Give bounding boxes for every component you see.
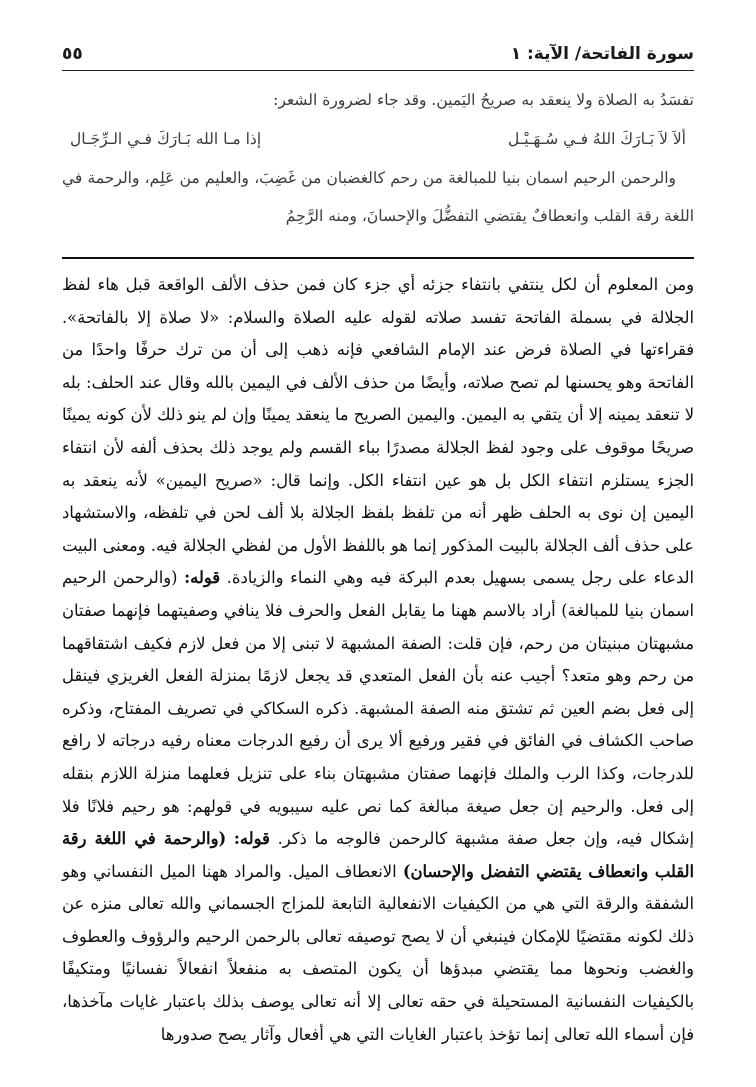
page <box>62 40 694 1051</box>
main-text <box>62 81 694 235</box>
commentary <box>62 269 694 1051</box>
page-number: ٥٥ <box>62 44 83 64</box>
main-text-paragraph: والرحمن الرحيم اسمان بنيا للمبالغة من رحم كالغضبان من غَضِبَ، والعليم من عَلِم، والرحمة في اللغة رقة القلب وانعطافٌ يقتضي التفضُّلَ والإحسانَ، ومنه الرَّحِمُ <box>62 169 694 225</box>
commentary-text: ومن المعلوم أن لكل ينتفي بانتفاء جزئه أي جزء كان فمن حذف الألف الواقعة قبل هاء لفظ الجلالة في بسملة الفاتحة تفسد صلاته لقوله عليه الصلاة والسلام: «لا صلاة إلا بالفاتحة». فقراءتها في الصلاة فرض عند الإمام الشافعي فإنه ذهب إلى أن من ترك حرفًا واحدًا من الفاتحة وهو يحسنها لم تصح صلاته، وأيضًا من حذف الألف في اليمين بالله وقال عند الحلف: بله لا تنعقد يمينه إلا أن يتقي به اليمين. واليمين الصريح ما ينعقد يمينًا وإن لم ينو ذلك لأن كونه يمينًا صريحًا موقوف على وجود لفظ الجلالة مصدرًا بباء القسم ولم يوجد ذلك بحذف ألفه لأن انتفاء الجزء يستلزم انتفاء الكل بل هو عين انتفاء الكل. وإنما قال: «صريح اليمين» لأنه ينعقد به اليمين إن نوى به الحلف ظهر أنه من تلفظ بلفظ الجلالة بلا ألف لحن في تلفظه، والاستشهاد على حذف ألف الجلالة بالبيت المذكور إنما هو باللفظ الأول من لفظي الجلالة فيه. ومعنى البيت الدعاء على رجل يسمى بسهيل بعدم البركة فيه وهي النماء والزيادة. <box>62 275 694 588</box>
commentary-text: الانعطاف الميل. والمراد ههنا الميل النفساني وهو الشفقة والرقة التي هي من الكيفيات الانفعالية التابعة للمزاج الجسماني والله تعالى منزه عن ذلك لكونه مقتضيًا للإمكان فينبغي أن لا يصح توصيفه تعالى بالرحمن الرحيم والرؤوف والعطوف والغضب ونحوها مما يقتضي مبدؤها أن يكون المتصف به منفعلاً انفعالاً نفسانيًا ومتكيفًا بالكيفيات النفسانية المستحيلة في حقه تعالى إلا أنه تعالى يوصف بذلك باعتبار غايات مآخذها، فإن أسماء الله تعالى إنما تؤخذ باعتبار الغايات التي هي أفعال وآثار يصح صدورها <box>62 861 694 1044</box>
commentary-text: (والرحمن الرحيم اسمان بنيا للمبالغة) أراد بالاسم ههنا ما يقابل الفعل والحرف فلا ينافي وصفيتهما فإنهما صفتان مشبهتان مبنيتان من رحم، فإن قلت: الصفة المشبهة لا تبنى إلا من فعل لازم فكيف اشتقاقهما من رحم وهو متعد؟ أجيب عنه بأن الفعل المتعدي قد يجعل لازمًا بمنزلة الفعل الغريزي فينقل إلى فعل بضم العين ثم تشتق منه الصفة المشبهة. ذكره السكاكي في تصريف المفتاح، وذكره صاحب الكشاف في الفائق في فقير ورفيع ألا يرى أن رفيع الدرجات معناه رفيه درجاته لا رافع للدرجات، وكذا الرب والملك فإنهما صفتان مشبهتان بناء على تنزيل فعلهما منزلة اللازم بنقله إلى فعل. والرحيم إن جعل صيغة مبالغة كما نص عليه سيبويه في قولهم: هو رحيم فلانًا فلا إشكال فيه، وإن جعل صفة مشبهة كالرحمن فالوجه ما ذكر. <box>62 568 694 849</box>
commentary-paragraph <box>62 269 694 1051</box>
running-title: سورة الفاتحة/ الآية: ١ <box>510 44 694 64</box>
poetry-verse <box>62 119 694 159</box>
verse-first-hemistich: ألاَ لاَ بَـارَكَ اللهُ فـي سُـهَـيْـل <box>508 130 686 148</box>
page-header <box>62 40 694 71</box>
footnote-separator <box>62 257 694 259</box>
qawluh-label: قوله: <box>233 829 270 849</box>
main-text-line: تفسَدُ به الصلاة ولا ينعقد به صريحُ اليَمين. وقد جاء لضرورة الشعر: <box>273 91 694 109</box>
quoted-matn: (والرحمة في اللغة رقة القلب وانعطاف يقتضي التفضل والإحسان) <box>62 829 694 881</box>
qawluh-label: قوله: <box>184 568 221 588</box>
verse-second-hemistich: إذا مـا الله بَـارَكَ فـي الـرِّجَـال <box>70 130 262 148</box>
